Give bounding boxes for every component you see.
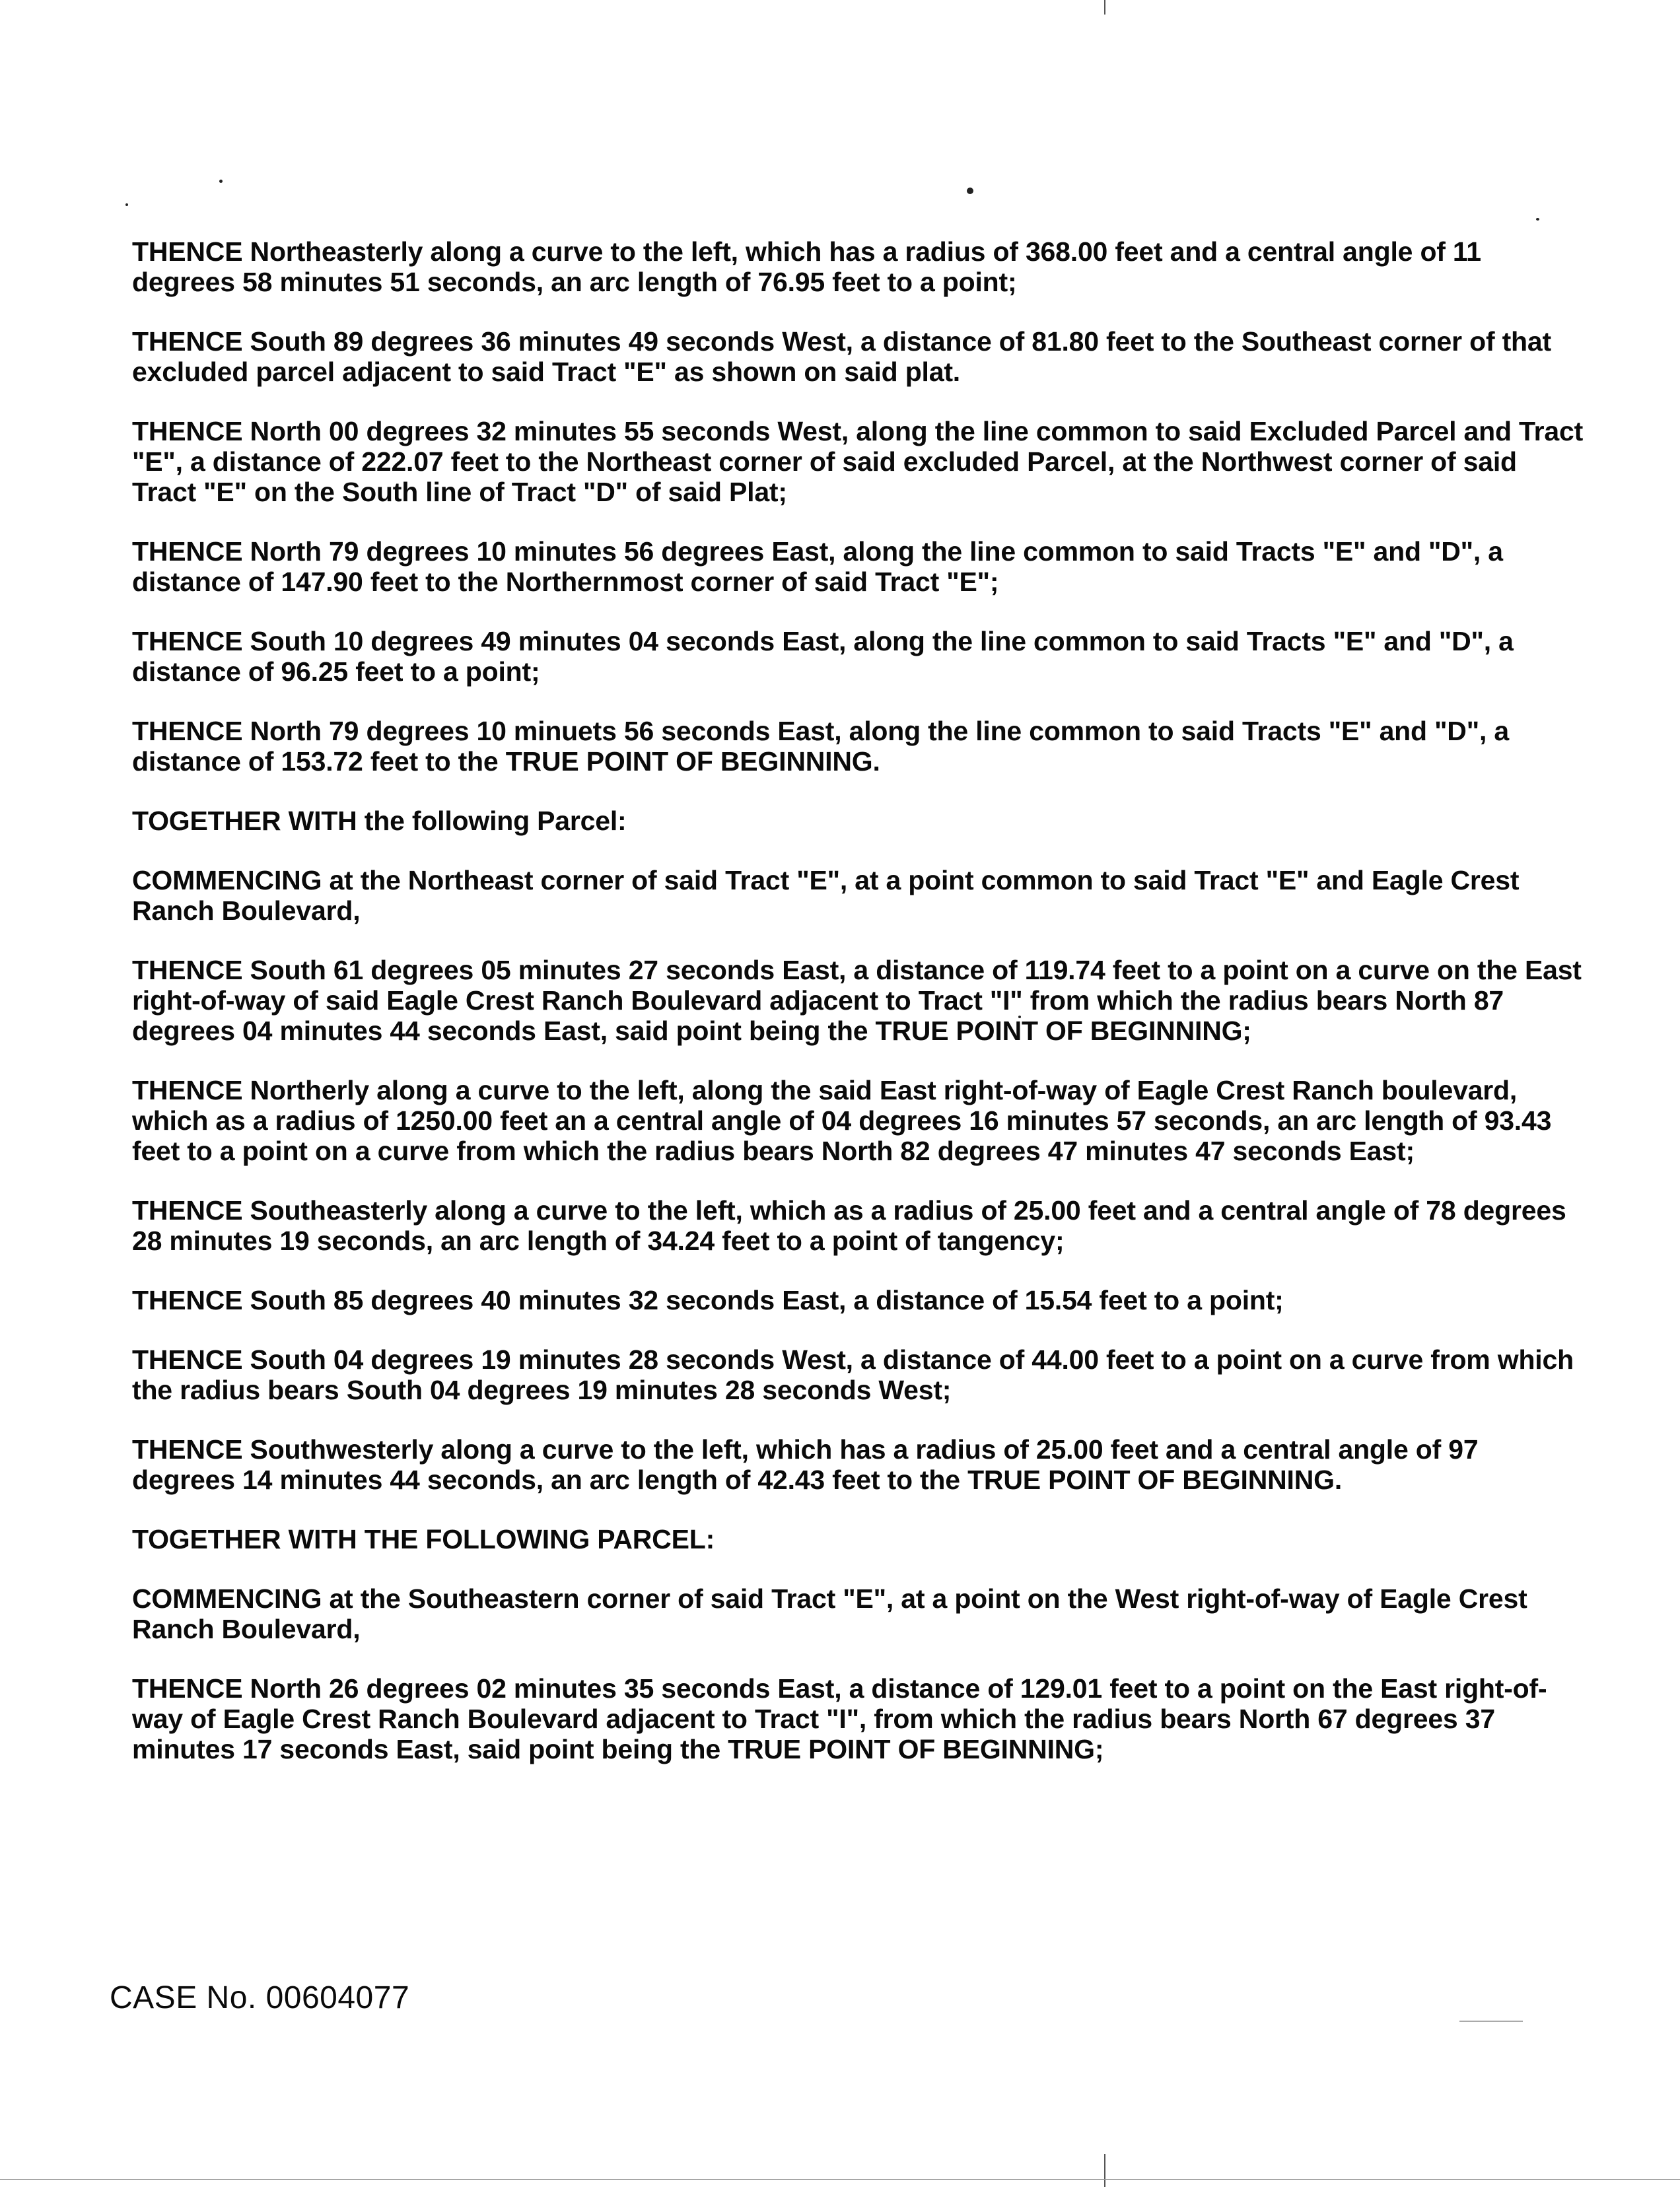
paragraph: THENCE North 00 degrees 32 minutes 55 seconds West, along the line common to said Excluded Parcel and Tract "E", a distance of 222.07 feet to the Northeast corner of said excluded Parcel, at the Northwest corner of said Tract "E" on the South line of Tract "D" of said Plat; (132, 416, 1584, 507)
paragraph: THENCE Southeasterly along a curve to the left, which as a radius of 25.00 feet and a central angle of 78 degrees 28 minutes 19 seconds, an arc length of 34.24 feet to a point of tangency; (132, 1195, 1566, 1256)
scan-speck (219, 180, 223, 183)
paragraph: COMMENCING at the Southeastern corner of said Tract "E", at a point on the West right-of-way of Eagle Crest Ranch Boulevard, (132, 1583, 1527, 1644)
paragraph: THENCE South 10 degrees 49 minutes 04 seconds East, along the line common to said Tracts "E" and "D", a distance of 96.25 feet to a point; (132, 626, 1514, 687)
scan-mark-bottom (1104, 2154, 1105, 2187)
scan-edge-bottom (0, 2179, 1680, 2180)
legal-description (132, 236, 1585, 1793)
paragraph: THENCE Southwesterly along a curve to the left, which has a radius of 25.00 feet and a central angle of 97 degrees 14 minutes 44 seconds, an arc length of 42.43 feet to the TRUE POINT OF BEGINNING. (132, 1434, 1479, 1495)
scan-speck (1536, 218, 1539, 221)
scan-speck (967, 188, 973, 194)
section-heading: TOGETHER WITH the following Parcel: (132, 806, 627, 836)
paragraph: THENCE South 61 degrees 05 minutes 27 seconds East, a distance of 119.74 feet to a point on a curve on the East right-of-way of said Eagle Crest Ranch Boulevard adjacent to Tract "I" from which the radius bears North 87 degrees 04 minutes 44 seconds East, said point being the TRUE POINT OF BEGINNING; (132, 955, 1582, 1046)
section-heading: TOGETHER WITH THE FOLLOWING PARCEL: (132, 1524, 715, 1554)
paragraph: THENCE Northerly along a curve to the left, along the said East right-of-way of Eagle Crest Ranch boulevard, which as a radius of 1250.00 feet an a central angle of 04 degrees 16 minutes 57 seconds, an arc length of 93.43 feet to a point on a curve from which the radius bears North 82 degrees 47 minutes 47 seconds East; (132, 1075, 1552, 1166)
paragraph: THENCE South 04 degrees 19 minutes 28 seconds West, a distance of 44.00 feet to a point on a curve from which the radius bears South 04 degrees 19 minutes 28 seconds West; (132, 1344, 1574, 1405)
case-number: CASE No. 00604077 (110, 1980, 410, 2015)
paragraph: THENCE North 79 degrees 10 minuets 56 seconds East, along the line common to said Tracts "E" and "D", a distance of 153.72 feet to the TRUE POINT OF BEGINNING. (132, 716, 1509, 777)
paragraph: THENCE Northeasterly along a curve to the left, which has a radius of 368.00 feet and a central angle of 11 degrees 58 minutes 51 seconds, an arc length of 76.95 feet to a point; (132, 236, 1481, 297)
paragraph: THENCE North 26 degrees 02 minutes 35 seconds East, a distance of 129.01 feet to a point on the East right-of-way of Eagle Crest Ranch Boulevard adjacent to Tract "I", from which the radius bears North 67 degrees 37 minutes 17 seconds East, said point being the TRUE POINT OF BEGINNING; (132, 1673, 1547, 1764)
scan-dash (1459, 2021, 1523, 2022)
scan-speck (125, 203, 128, 206)
paragraph: THENCE North 79 degrees 10 minutes 56 degrees East, along the line common to said Tracts "E" and "D", a distance of 147.90 feet to the Northernmost corner of said Tract "E"; (132, 536, 1503, 597)
paragraph: THENCE South 89 degrees 36 minutes 49 seconds West, a distance of 81.80 feet to the Southeast corner of that excluded parcel adjacent to said Tract "E" as shown on said plat. (132, 326, 1551, 387)
scan-mark-top (1104, 0, 1105, 15)
paragraph: THENCE South 85 degrees 40 minutes 32 seconds East, a distance of 15.54 feet to a point; (132, 1285, 1284, 1315)
paragraph: COMMENCING at the Northeast corner of said Tract "E", at a point common to said Tract "E" and Eagle Crest Ranch Boulevard, (132, 865, 1520, 926)
